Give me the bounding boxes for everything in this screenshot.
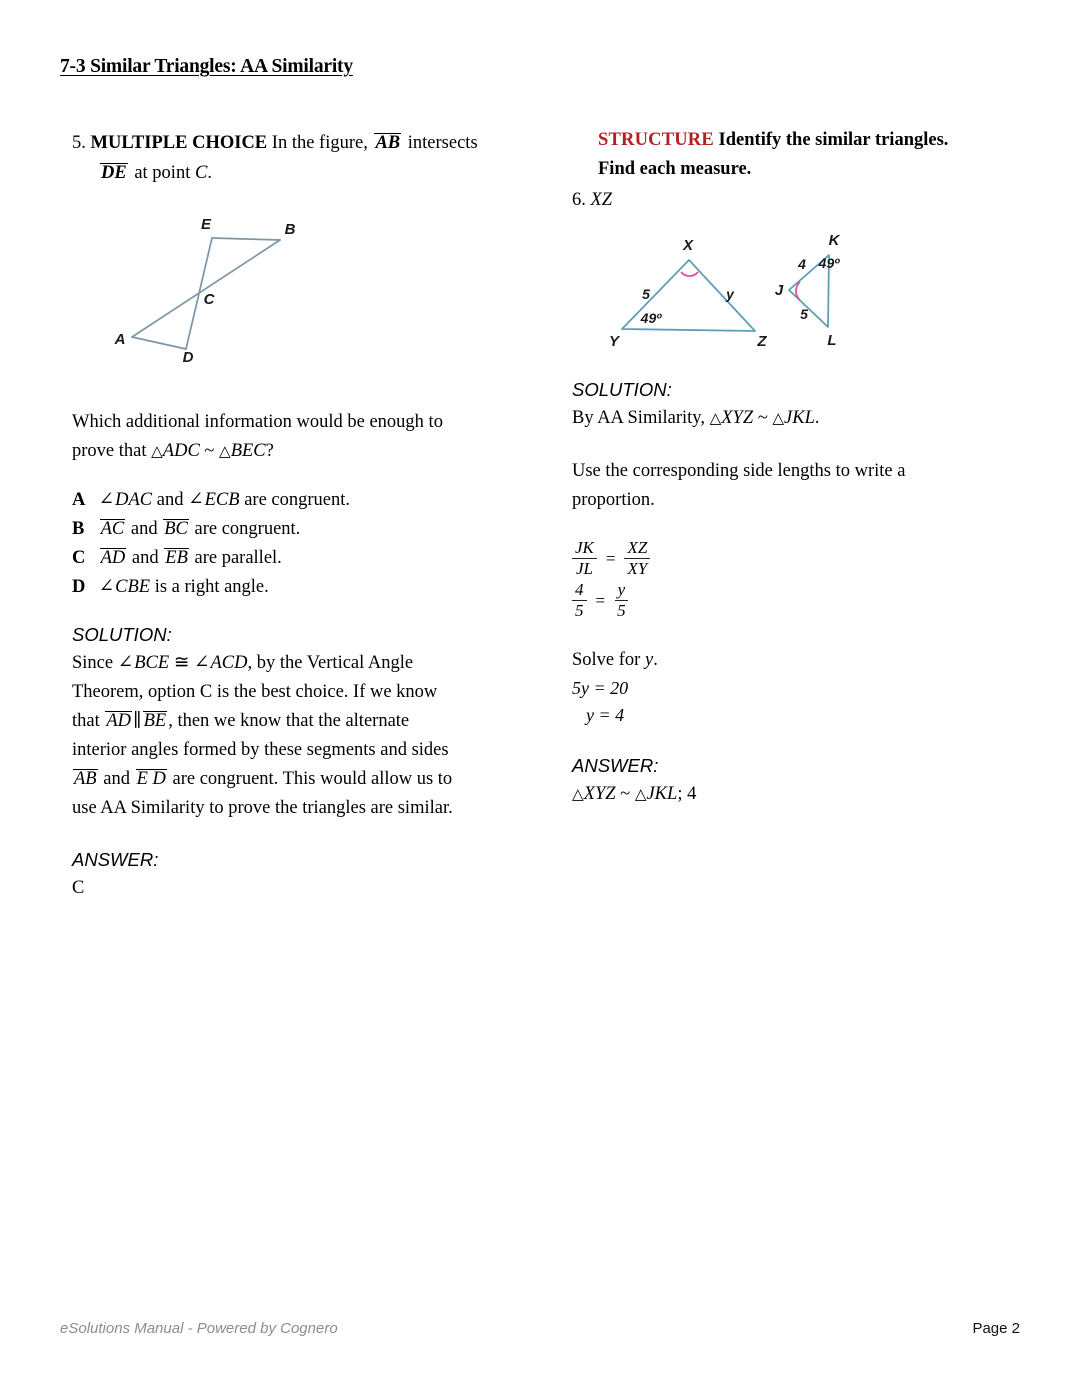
problem-5-answer-value: C [72, 878, 85, 898]
triangle-jkl-ref: △ JKL [772, 408, 815, 428]
fraction-4-denominator: 5 [617, 601, 626, 621]
solve-intro [572, 646, 1032, 675]
solution-line-6: use AA Similarity to prove the triangles are similar. [72, 798, 453, 818]
choice-c-letter: C [72, 548, 86, 568]
angle-cbe: ∠ CBE [99, 577, 150, 597]
page-title: 7-3 Similar Triangles: AA Similarity [60, 56, 353, 77]
segment-ad: AD [100, 548, 126, 568]
similar-triangles-svg [582, 227, 882, 353]
question-line-1: Which additional information would be enough to [72, 412, 443, 432]
solution-t8: are congruent. This would allow us to [172, 769, 453, 789]
problem-5-number: 5. [72, 133, 86, 153]
choice-a-tail: are congruent. [244, 490, 351, 510]
footer-page-number: Page 2 [972, 1320, 1020, 1337]
answer-triangle-xyz: △ XYZ [572, 784, 616, 804]
footer-attribution: eSolutions Manual - Powered by Cognero [60, 1320, 338, 1337]
similar-triangles-figure [582, 227, 882, 353]
triangle-bec: △ BEC [219, 441, 266, 461]
segment-ed: E D [136, 769, 166, 789]
answer-triangle-jkl: △ JKL [635, 784, 678, 804]
solution-t7: and [103, 769, 130, 789]
answer-choices [72, 486, 532, 602]
bowtie-svg [94, 204, 324, 362]
problem-5-stem-part1: In the figure, [271, 133, 368, 153]
choice-c[interactable] [72, 544, 532, 573]
solution-line-2: Theorem, option C is the best choice. If we know [72, 682, 438, 702]
problem-5-question [72, 408, 532, 466]
proportion-2 [572, 581, 1032, 621]
angle-label-y: 49º [640, 310, 662, 326]
directions-line-1: Identify the similar triangles. [718, 130, 949, 150]
proportion-intro-line-2: proportion. [572, 490, 655, 510]
solution-period: . [814, 408, 820, 428]
fraction-jk-jl [572, 539, 597, 579]
side-label-xz: y [726, 286, 734, 302]
fraction-1-numerator: JK [572, 539, 597, 559]
equals-sign-1: = [605, 548, 616, 568]
problem-5-answer-label: ANSWER: [72, 849, 159, 870]
fraction-3-numerator: 4 [572, 581, 587, 601]
choice-d-letter: D [72, 577, 86, 597]
question-line-2 [72, 437, 532, 466]
side-label-jl: 5 [800, 306, 808, 322]
vertex-label-Z: Z [757, 333, 767, 350]
problem-6-answer-value [572, 780, 1032, 809]
right-column [572, 126, 1032, 809]
solve-step-2: y = 4 [586, 705, 625, 726]
fraction-1-denominator: JL [575, 559, 593, 579]
problem-5-solution-label: SOLUTION: [72, 624, 172, 645]
fraction-2-numerator: XZ [624, 539, 650, 559]
vertex-label-J: J [774, 282, 784, 299]
question-line-2-pre: prove that [72, 441, 147, 461]
segment-bc: BC [164, 519, 188, 539]
segment-line-AD [132, 337, 186, 349]
vertex-label-B: B [284, 221, 296, 238]
similar-symbol-2: ~ [757, 408, 768, 428]
solution-t1: Since [72, 653, 114, 673]
choice-a-letter: A [72, 490, 86, 510]
problem-6-directions [572, 126, 1032, 184]
vertex-label-D: D [182, 349, 194, 362]
angle-ecb: ∠ ECB [188, 490, 239, 510]
choice-c-mid: and [131, 548, 159, 568]
vertex-label-A: A [114, 331, 126, 348]
fraction-4-5 [572, 581, 587, 621]
problem-6-solution-line-1 [572, 404, 1032, 433]
segment-ad-2: AD [106, 711, 132, 731]
fraction-3-denominator: 5 [575, 601, 584, 621]
segment-ab-2: AB [74, 769, 97, 789]
triangle-adc: △ ADC [151, 441, 200, 461]
vertex-label-X: X [682, 237, 694, 254]
proportion-block [572, 539, 1032, 620]
triangle-xyz-ref: △ XYZ [710, 408, 754, 428]
segment-ab: AB [375, 133, 401, 153]
question-mark: ? [265, 441, 274, 461]
structure-label: STRUCTURE [598, 130, 714, 150]
problem-5-stem-period: . [207, 163, 212, 183]
proportion-intro-line-1: Use the corresponding side lengths to write a [572, 461, 906, 481]
answer-measure: ; 4 [677, 784, 697, 805]
choice-c-tail: are parallel. [194, 548, 282, 568]
problem-5-solution-body [72, 649, 532, 823]
angle-bce: ∠ BCE [118, 653, 169, 673]
page-footer [60, 1320, 1020, 1337]
directions-line-2: Find each measure. [598, 159, 752, 179]
solve-for-label: Solve for [572, 650, 641, 671]
problem-6-number: 6. [572, 190, 586, 210]
segment-eb: EB [165, 548, 188, 568]
angle-dac: ∠ DAC [99, 490, 153, 510]
choice-b-tail: are congruent. [194, 519, 301, 539]
problem-5-tag: MULTIPLE CHOICE [90, 133, 268, 153]
segment-be: BE [143, 711, 167, 731]
solve-step-1: 5y = 20 [572, 678, 629, 699]
choice-a-mid: and [156, 490, 184, 510]
congruent-symbol: ≅ [173, 653, 190, 673]
angle-arc-x [681, 272, 698, 276]
aa-similarity-text: By AA Similarity, [572, 408, 705, 428]
solution-t2: , by the Vertical Angle [247, 653, 414, 673]
proportion-1 [572, 539, 1032, 579]
vertex-label-L: L [827, 332, 837, 349]
fraction-y-5 [614, 581, 629, 621]
vertex-label-E: E [200, 216, 212, 233]
solve-period: . [653, 650, 658, 671]
problem-6-answer-label: ANSWER: [572, 755, 659, 777]
choice-a[interactable] [72, 486, 532, 515]
equals-sign-2: = [595, 590, 606, 610]
solution-t4: that [72, 711, 100, 731]
side-label-xy: 5 [642, 286, 650, 302]
fraction-4-numerator: y [615, 581, 629, 601]
choice-d-tail: is a right angle. [154, 577, 269, 597]
solution-line-5 [72, 765, 532, 794]
vertex-label-Y: Y [608, 333, 620, 350]
solution-t5: , then we know that the alternate [168, 711, 410, 731]
choice-b[interactable] [72, 515, 532, 544]
bowtie-figure-ABCDE [94, 204, 324, 362]
segment-ac: AC [100, 519, 125, 539]
solution-line-1 [72, 649, 532, 678]
segment-de: DE [101, 163, 127, 183]
angle-acd: ∠ ACD [194, 653, 248, 673]
left-column [72, 128, 532, 902]
side-label-jk: 4 [798, 256, 806, 272]
segment-line-AB [132, 240, 280, 337]
choice-b-letter: B [72, 519, 85, 539]
segment-line-EB [212, 238, 280, 240]
choice-b-mid: and [130, 519, 158, 539]
problem-6-proportion-intro [572, 457, 1032, 515]
similar-symbol-1: ~ [204, 441, 215, 461]
problem-5-point-c: C [194, 163, 208, 183]
solution-line-4: interior angles formed by these segments and sides [72, 740, 449, 760]
fraction-2-denominator: XY [627, 559, 648, 579]
problem-5-stem-part3: at point [134, 163, 191, 183]
answer-similar-symbol: ~ [620, 784, 631, 805]
angle-label-k: 49º [818, 255, 840, 271]
problem-5-stem [72, 128, 532, 188]
problem-5-stem-part2: intersects [407, 133, 478, 153]
vertex-label-C: C [203, 291, 215, 308]
parallel-symbol: ∥ [133, 711, 142, 731]
problem-6-find: XZ [590, 190, 613, 210]
problem-6-solution-label: SOLUTION: [572, 379, 672, 400]
solve-variable: y [644, 650, 654, 671]
choice-d[interactable] [72, 573, 532, 602]
fraction-xz-xy [624, 539, 650, 579]
vertex-label-K: K [828, 232, 840, 249]
problem-6-stem [572, 186, 1032, 215]
solution-line-3 [72, 707, 532, 736]
